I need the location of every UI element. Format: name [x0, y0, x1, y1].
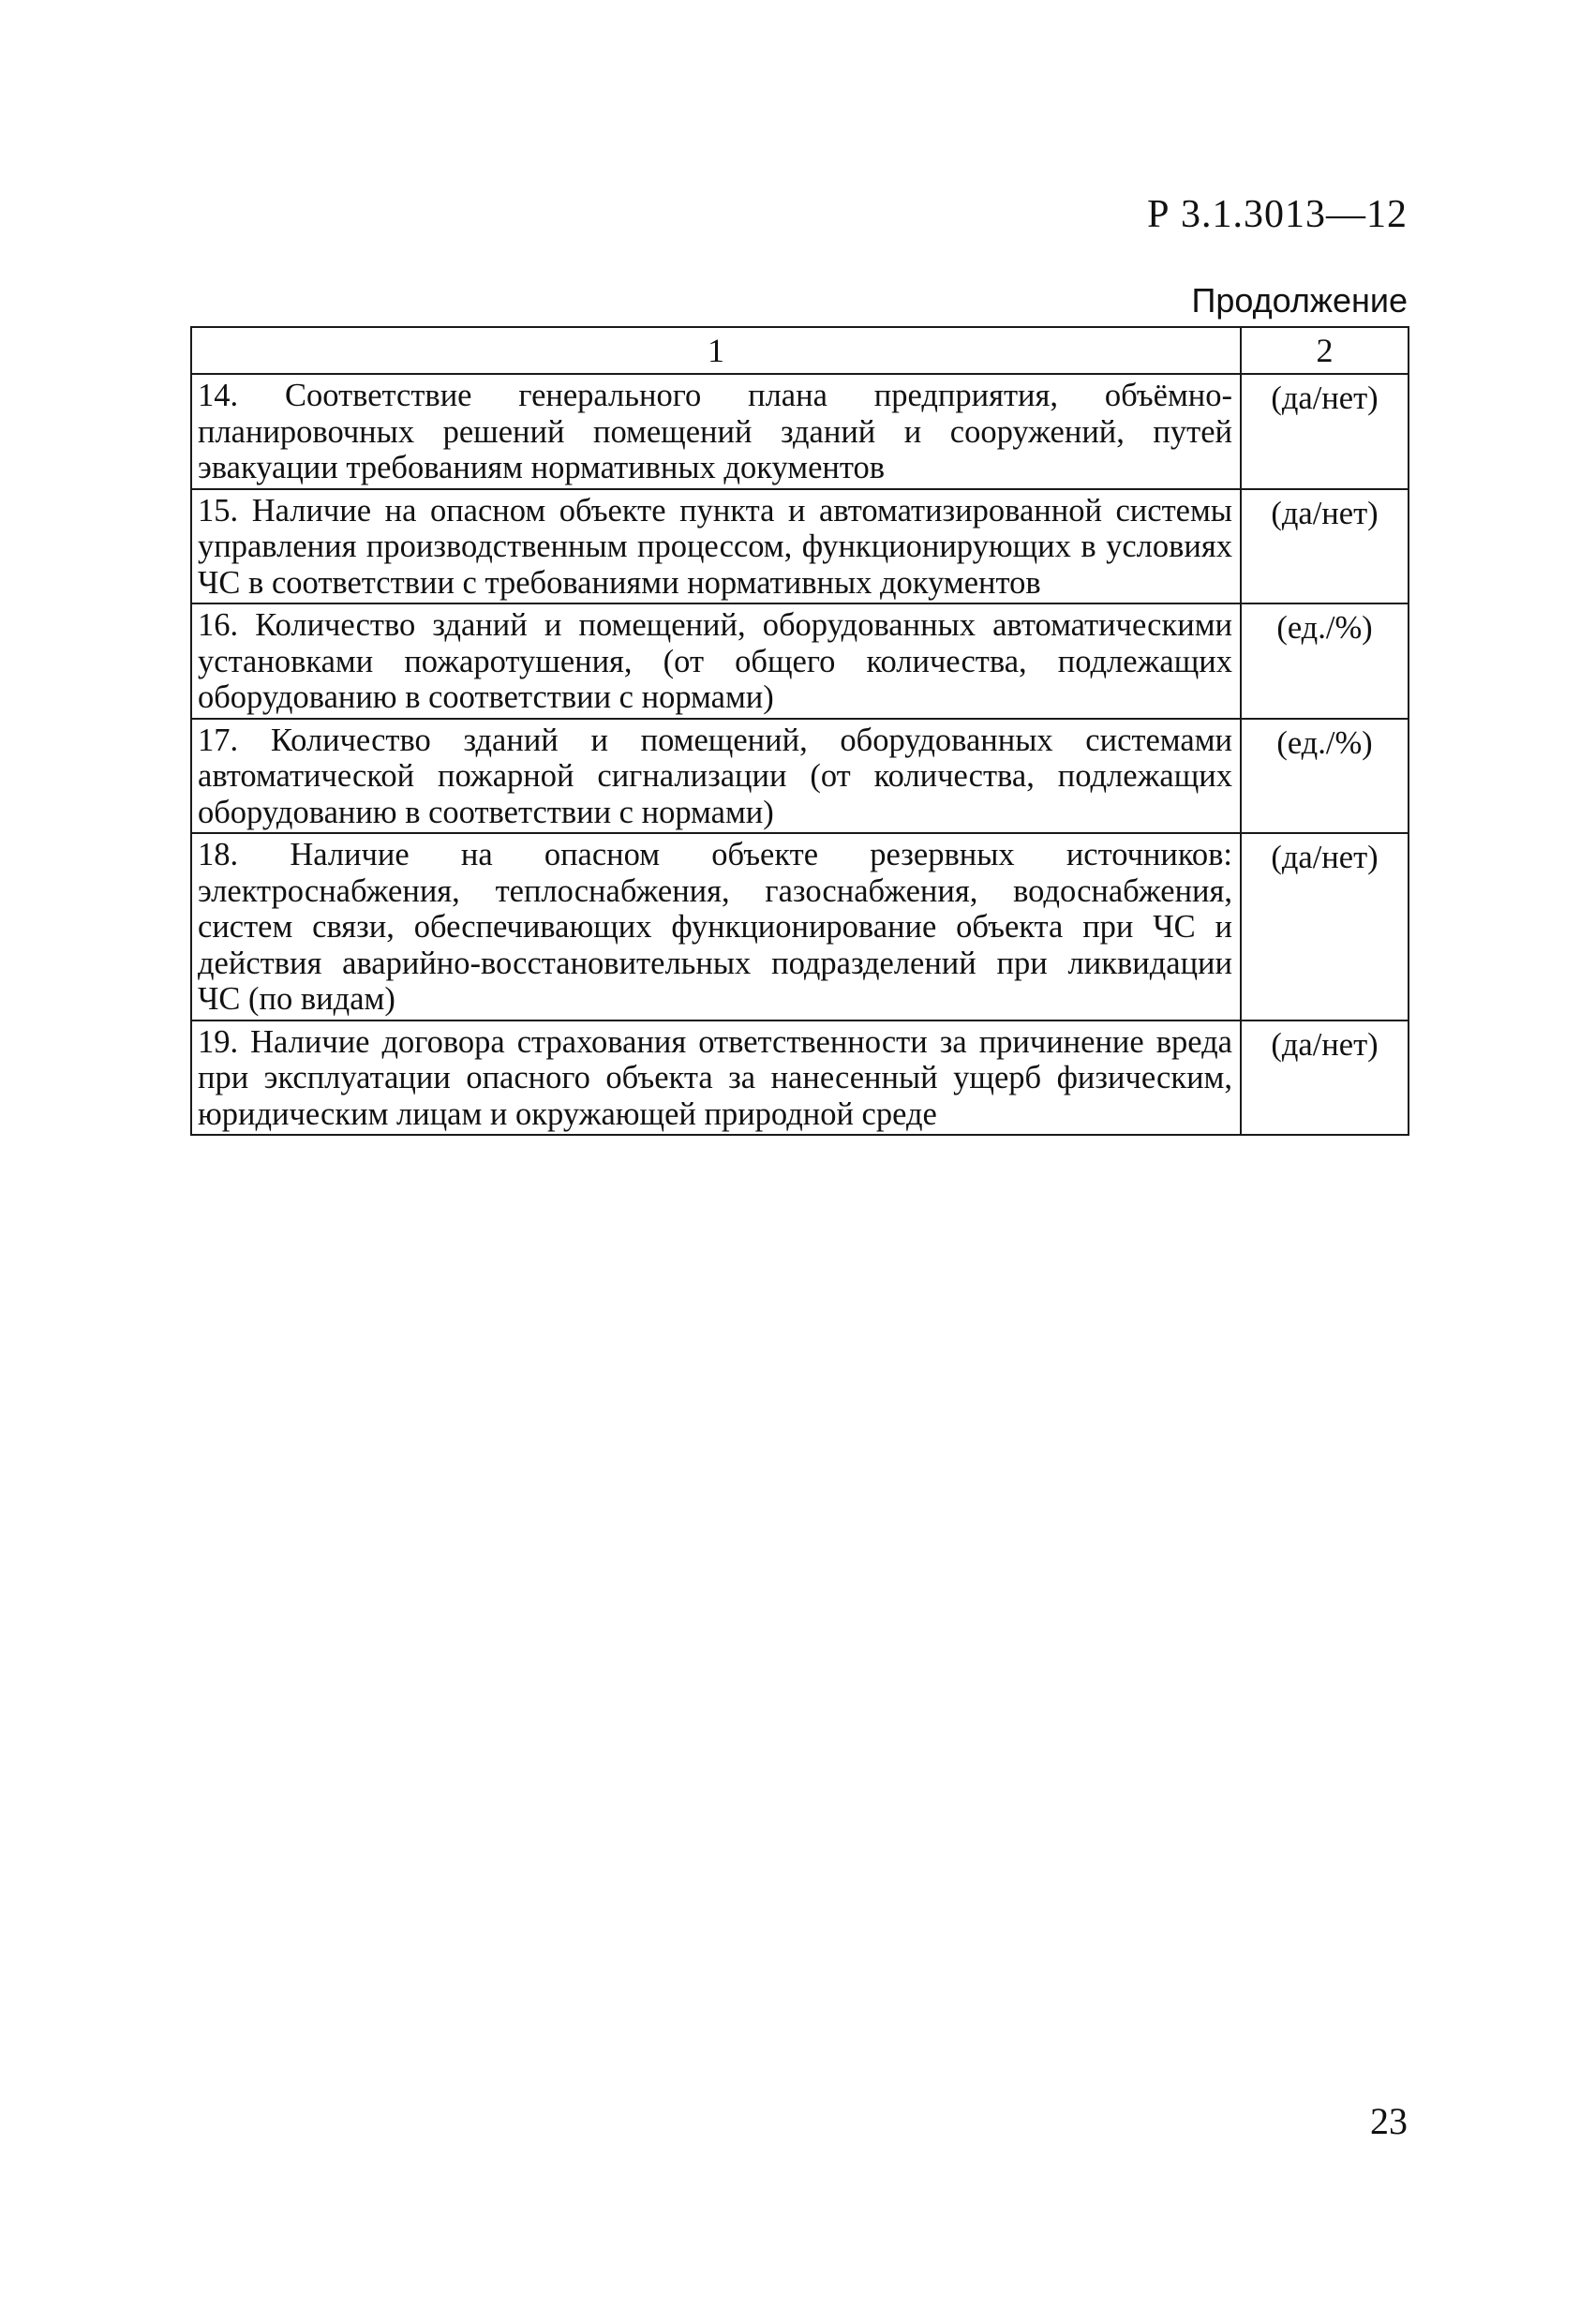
column-header-1: 1 — [191, 327, 1241, 374]
table-row — [191, 833, 1409, 1020]
row-14-description: 14. Соответствие генерального плана предприятия, объёмно-планировочных решений помещений зданий и сооружений, путей эвакуации требованиям нормативных документов — [191, 374, 1241, 489]
indicators-table — [190, 326, 1409, 1136]
continuation-label: Продолжение — [1191, 281, 1408, 320]
row-18-description: 18. Наличие на опасном объекте резервных источников: электроснабжения, теплоснабжения, газоснабжения, водоснабжения, систем связи, обеспечивающих функционирование объекта при ЧС и действия аварийно-восстановительных подразделений при ликвидации ЧС (по видам) — [191, 833, 1241, 1020]
indicators-table-wrapper — [190, 326, 1408, 1136]
row-15-unit: (да/нет) — [1241, 489, 1409, 604]
row-16-description: 16. Количество зданий и помещений, оборудованных автоматическими установками пожаротушения, (от общего количества, подлежащих оборудованию в соответствии с нормами) — [191, 603, 1241, 719]
table-row — [191, 489, 1409, 604]
row-17-description: 17. Количество зданий и помещений, оборудованных системами автоматической пожарной сигнализации (от количества, подлежащих оборудованию в соответствии с нормами) — [191, 719, 1241, 834]
table-row — [191, 374, 1409, 489]
table-row — [191, 719, 1409, 834]
page-number: 23 — [1370, 2100, 1408, 2142]
row-14-unit: (да/нет) — [1241, 374, 1409, 489]
table-row — [191, 603, 1409, 719]
column-header-2: 2 — [1241, 327, 1409, 374]
row-18-unit: (да/нет) — [1241, 833, 1409, 1020]
table-row — [191, 1020, 1409, 1136]
row-16-unit: (ед./%) — [1241, 603, 1409, 719]
row-17-unit: (ед./%) — [1241, 719, 1409, 834]
row-19-unit: (да/нет) — [1241, 1020, 1409, 1136]
table-header-row — [191, 327, 1409, 374]
row-19-description: 19. Наличие договора страхования ответственности за причинение вреда при эксплуатации опасного объекта за нанесенный ущерб физическим, юридическим лицам и окружающей природной среде — [191, 1020, 1241, 1136]
document-code: Р 3.1.3013—12 — [1147, 193, 1408, 236]
row-15-description: 15. Наличие на опасном объекте пункта и автоматизированной системы управления производственным процессом, функционирующих в условиях ЧС в соответствии с требованиями нормативных документов — [191, 489, 1241, 604]
